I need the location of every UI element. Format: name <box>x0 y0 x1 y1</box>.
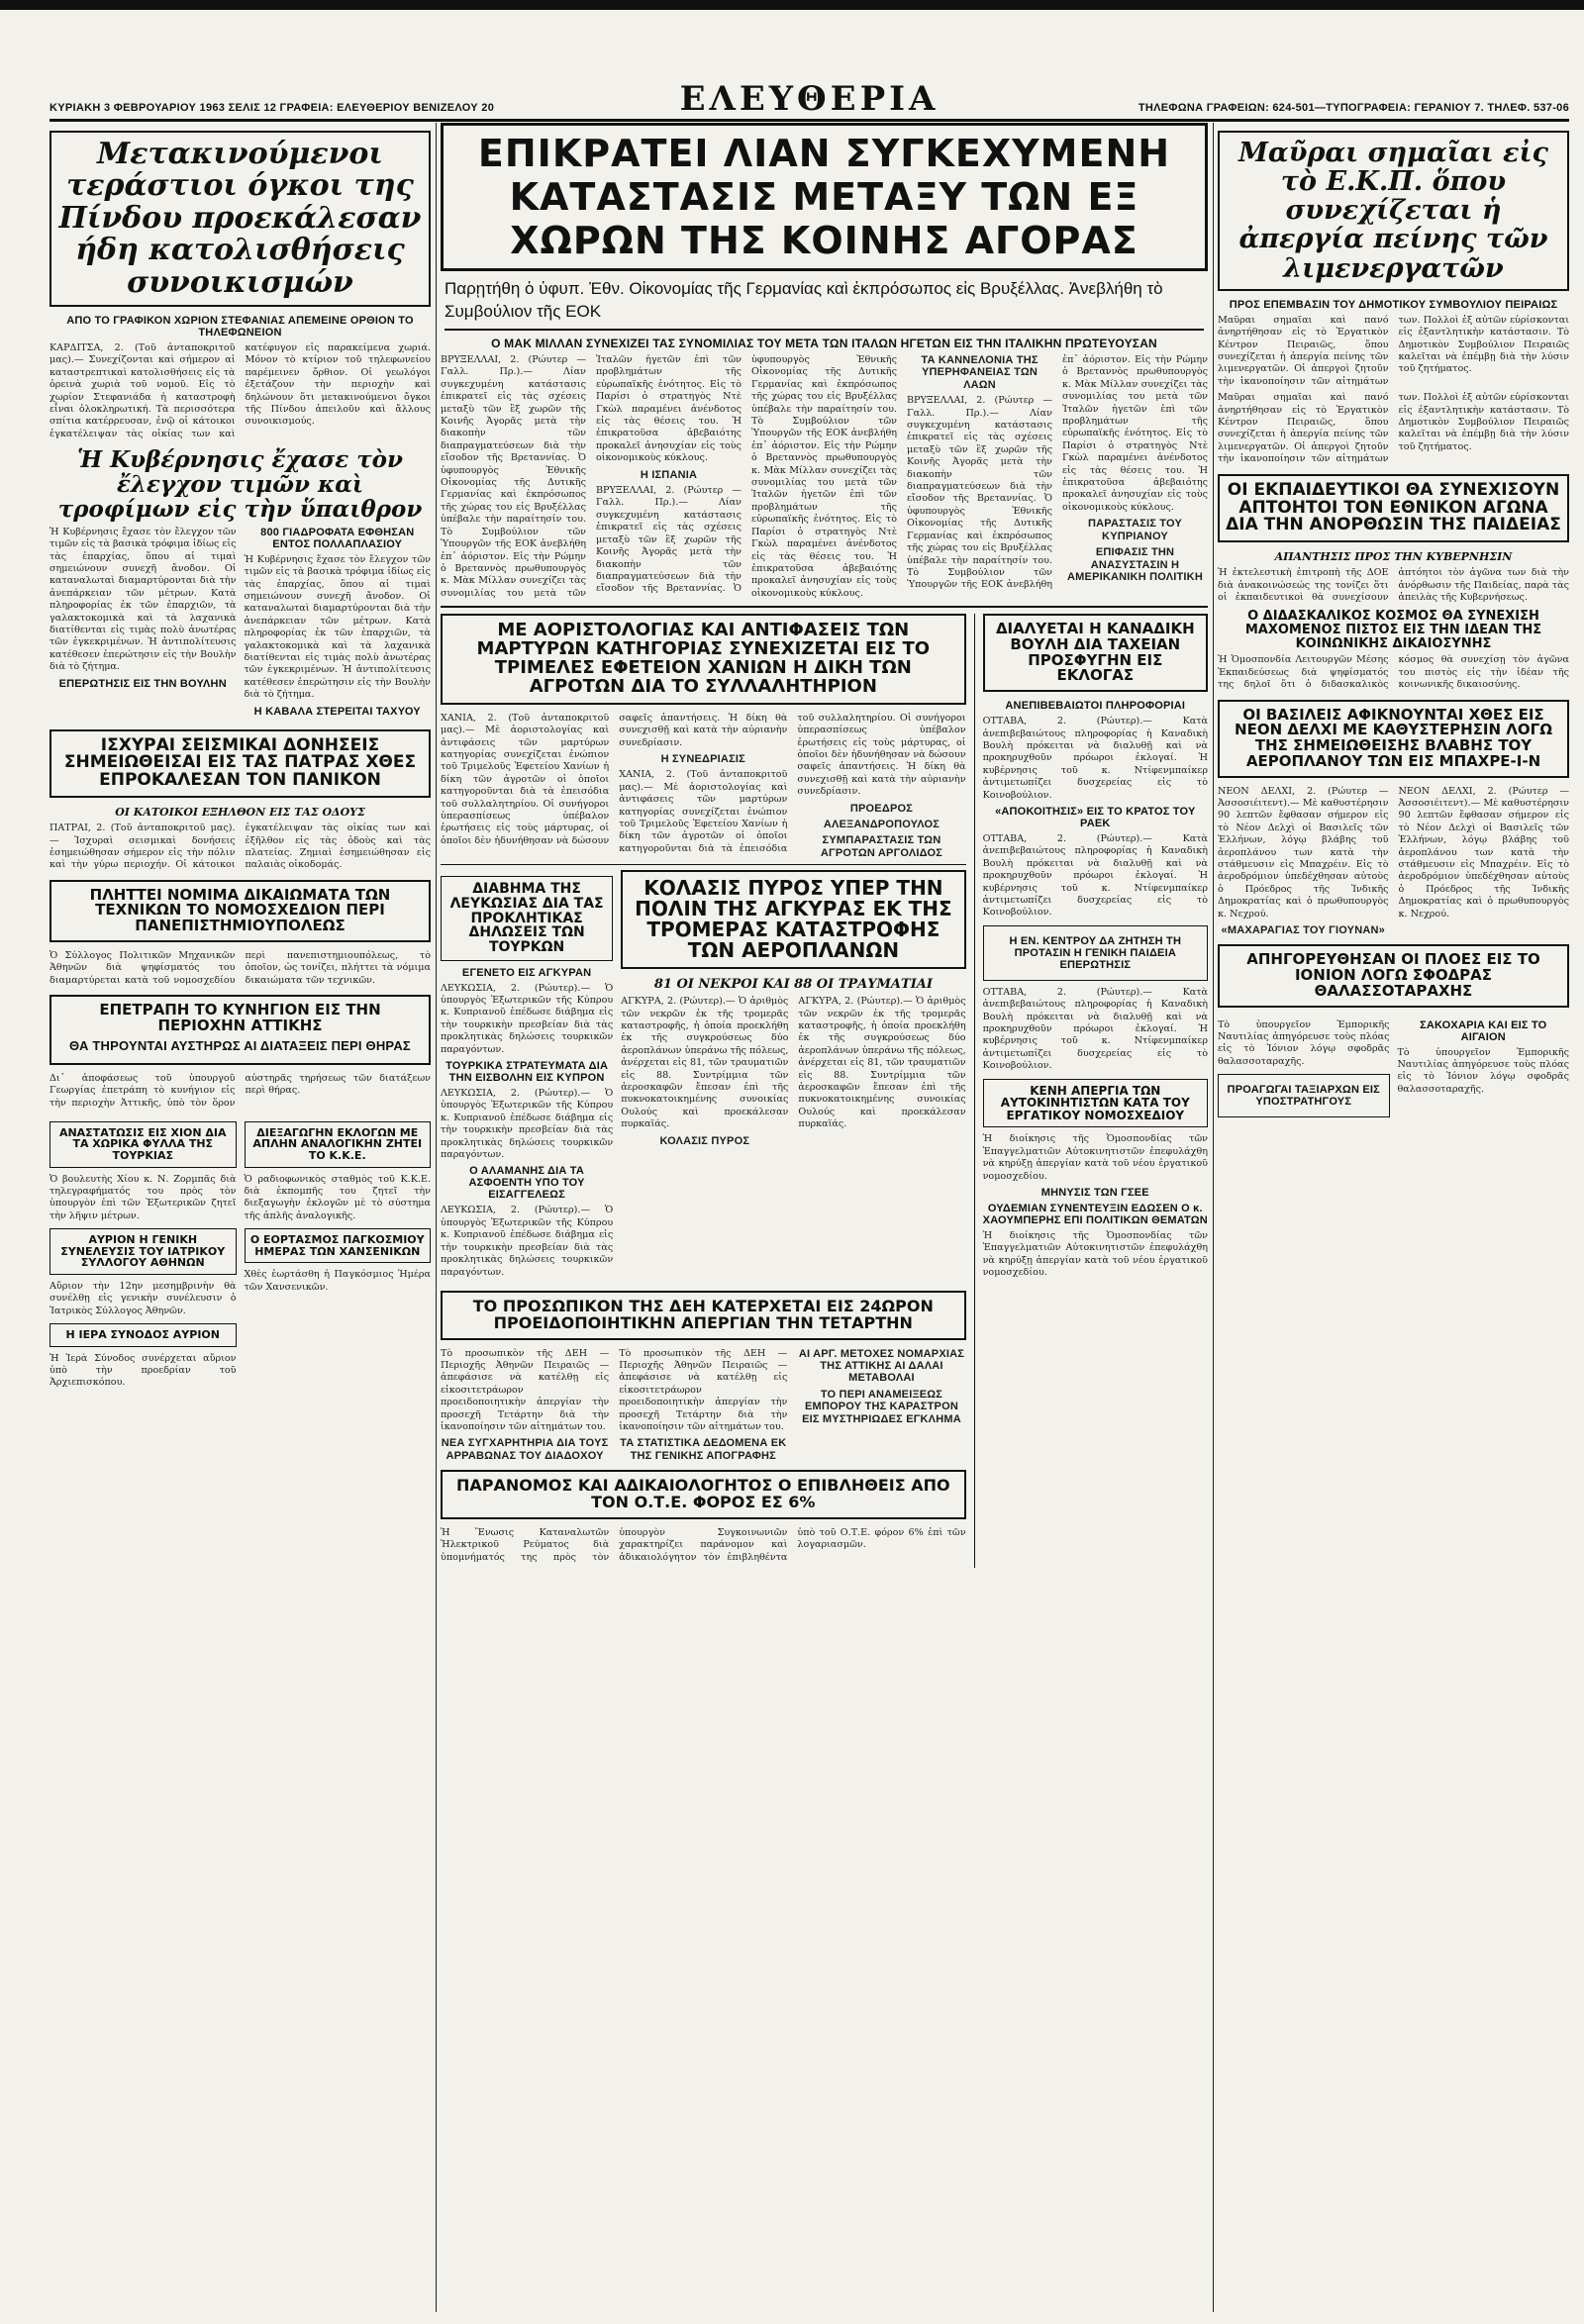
lead-sub-american: ΕΠΙΦΑΣΙΣ ΤΗΝ ΑΝΑΣΥΣΤΑΣΙΝ Η ΑΜΕΡΙΚΑΝΙΚΗ ΠΟΛΙΤΙΚΗ <box>1067 546 1203 583</box>
subhead-prefecture: ΑΙ ΑΡΓ. ΜΕΤΟΧΕΣ ΝΟΜΑΡΧΙΑΣ ΤΗΣ ΑΤΤΙΚΗΣ ΑΙ ΔΑΛΑΙ ΜΕΤΑΒΟΛΑΙ <box>798 1347 965 1385</box>
subhead-dockers: ΠΡΟΣ ΕΠΕΜΒΑΣΙΝ ΤΟΥ ΔΗΜΟΤΙΚΟΥ ΣΥΜΒΟΥΛΙΟΥ ΠΕΙΡΑΙΩΣ <box>1229 298 1558 311</box>
subhead-interpellation: ΕΠΕΡΩΤΗΣΙΣ ΕΙΣ ΤΗΝ ΒΟΥΛΗΝ <box>58 677 227 690</box>
body-nicosia: ΛΕΥΚΩΣΙΑ, 2. (Ρώυτερ).— Ὁ ὑπουργὸς Ἐξωτερικῶν τῆς Κύπρου κ. Κυπριανοῦ ἐπέδωσε διάβημα εἰς τὴν τουρκικὴν πρεσβείαν διὰ τὰς προκλητικὰς δηλώσεις τουρκικῶν παραγόντων. <box>441 982 614 1055</box>
body-chania-trial-text-2: ΧΑΝΙΑ, 2. (Τοῦ ἀνταποκριτοῦ μας).— Μὲ ἀοριστολογίας καὶ ἀντιφάσεις τῶν μαρτύρων κατηγορίας συνεχίζεται ἐνώπιον τοῦ Τριμελοῦς Ἐφετείου Χανίων ἡ δίκη τῶν ἀγροτῶν οἱ ὁποῖοι κατηγοροῦνται διὰ τὰ ἐπεισόδια τοῦ συλλαλητηρίου. Οἱ συνήγοροι ὑπερασπίσεως ὑπέβαλον ἐρωτήσεις εἰς τοὺς μάρτυρας, οἱ ὁποῖοι δὲν ἠδυνήθησαν νὰ δώσουν σαφεῖς ἀπαντήσεις. Ἡ δίκη θὰ συνεχισθῇ καὶ κατὰ τὴν αὐριανὴν συνεδρίασιν. <box>619 712 966 854</box>
article-medical <box>50 1228 237 1275</box>
subhead-prices: 800 ΓΙΑΔΡΟΦΑΤΑ ΕΦΘΗΣΑΝ ΕΝΤΟΣ ΠΟΛΛΑΠΛΑΣΙΟΥ <box>260 526 415 550</box>
body-canada: ΟΤΤΑΒΑ, 2. (Ρώυτερ).— Κατὰ ἀνεπιβεβαιώτους πληροφορίας ἡ Καναδικὴ Βουλὴ πρόκειται νὰ διαλυθῇ καὶ νὰ προκηρυχθοῦν πρόωροι ἐκλογαί. Ἡ κυβέρνησις τοῦ κ. Ντίφενμπαίκερ ἀντιμετωπίζει δυσχερείας εἰς τὸ Κοινοβούλιον. <box>982 716 1208 801</box>
body-prices: Ἡ Κυβέρνησις ἔχασε τὸν ἔλεγχον τῶν τιμῶν εἰς τὰ βασικὰ τρόφιμα ἰδίως εἰς τὰς ἐπαρχίας, ὅπου αἱ τιμαὶ σημειώνουν συνεχῆ ἄνοδον. Οἱ καταναλωταὶ διαμαρτύρονται διὰ τὴν ἀνεπάρκειαν τῶν μέτρων. Κατὰ πληροφορίας ἐκ τῶν ἐπαρχιῶν, τὰ γαλακτοκομικὰ καὶ τὰ λαχανικὰ διατίθενται εἰς τιμὰς πολὺ ἀνωτέρας τῶν ἐγκεκριμένων. Ἡ ἀντιπολίτευσις κατέθεσεν ἐπερώτησιν εἰς τὴν Βουλὴν διὰ τὸ ζήτημα. <box>50 526 237 673</box>
lead-body-text: ΒΡΥΞΕΛΛΑΙ, 2. (Ρώυτερ — Γαλλ. Πρ.).— Λίαν συγκεχυμένη κατάστασις ἐπικρατεῖ εἰς τὰς σχέσεις μεταξὺ τῶν ἓξ χωρῶν τῆς Κοινῆς Ἀγορᾶς μετὰ τὴν διακοπὴν τῶν διαπραγματεύσεων διὰ τὴν εἴσοδον τῆς Βρεταννίας. Ὁ ὑφυπουργὸς Ἐθνικῆς Οἰκονομίας τῆς Δυτικῆς Γερμανίας καὶ ἐκπρόσωπος τῆς χώρας του εἰς Βρυξέλλας ὑπέβαλε τὴν παραίτησίν του. Τὸ Συμβούλιον τῶν Ὑπουργῶν τῆς ΕΟΚ ἀνεβλήθη ἐπ᾿ ἀόριστον. Εἰς τὴν Ρώμην ὁ Βρεταννὸς πρωθυπουργὸς κ. Μὰκ Μίλλαν συνεχίζει τὰς συνομιλίας του μετὰ τῶν Ἰταλῶν ἡγετῶν ἐπὶ τῶν προβλημάτων τῆς εὐρωπαϊκῆς ἑνότητος. Εἰς τὸ Παρίσι ὁ στρατηγὸς Ντὲ Γκὼλ παραμένει ἀνένδοτος εἰς τὰς θέσεις του. Ἡ ἐπικρατοῦσα ἀβεβαιότης προκαλεῖ ἀνησυχίαν εἰς τοὺς οἰκονομικοὺς κύκλους. <box>441 354 742 599</box>
body-dei-text: Τὸ προσωπικὸν τῆς ΔΕΗ — Περιοχῆς Ἀθηνῶν Πειραιῶς — ἀπεφάσισε νὰ κατέλθῃ εἰς εἰκοσιτετράωρον προειδοποιητικὴν ἀπεργίαν τὴν προσεχῆ Τετάρτην διὰ τὴν ἱκανοποίησιν τῶν αἰτημάτων του. <box>441 1347 610 1432</box>
article-engineers <box>50 880 431 942</box>
headline-ionian: ΑΠΗΓΟΡΕΥΘΗΣΑΝ ΟΙ ΠΛΟΕΣ ΕΙΣ ΤΟ ΙΟΝΙΟΝ ΛΟΓΩ ΣΦΟΔΡΑΣ ΘΑΛΑΣΣΟΤΑΡΑΧΗΣ <box>1246 950 1540 1000</box>
body-ote: Ἡ Ἕνωσις Καταναλωτῶν Ἠλεκτρικοῦ Ρεύματος διὰ ὑπομνήματός της πρὸς τὸν ὑπουργὸν Συγκοινωνιῶν χαρακτηρίζει παράνομον καὶ ἀδικαιολόγητον τὸν ἐπιβληθέντα ὑπὸ τοῦ Ο.Τ.Ε. φόρον 6% ἐπὶ τῶν λογαριασμῶν. <box>441 1526 966 1563</box>
headline-ankara: ΚΟΛΑΣΙΣ ΠΥΡΟΣ ΥΠΕΡ ΤΗΝ ΠΟΛΙΝ ΤΗΣ ΑΓΚΥΡΑΣ ΕΚ ΤΗΣ ΤΡΟΜΕΡΑΣ ΚΑΤΑΣΤΡΟΦΗΣ ΤΩΝ ΑΕΡΟΠΛΑΝΩΝ <box>635 876 952 963</box>
article-kings <box>1218 700 1569 778</box>
subhead-maharajah: «ΜΑΧΑΡΑΓΙΑΣ ΤΟΥ ΓΙΟΥΝΑΝ» <box>1221 924 1385 937</box>
body-patras: ΠΑΤΡΑΙ, 2. (Τοῦ ἀνταποκριτοῦ μας).— Ἰσχυραὶ σεισμικαὶ δονήσεις ἐσημειώθησαν σήμερον εἰς τὴν πόλιν καὶ τὴν γύρω περιοχήν. Οἱ κάτοικοι ἐγκατέλειψαν τὰς οἰκίας των καὶ ἐξῆλθον εἰς τὰς ὁδοὺς καὶ τὰς πλατείας. Ζημιαὶ ἐσημειώθησαν εἰς παλαιὰς οἰκοδομάς. <box>50 823 431 871</box>
body-ankara <box>621 996 965 1147</box>
lead-sub-kyprianou: ΠΑΡΑΣΤΑΣΙΣ ΤΟΥ ΚΥΠΡΙΑΝΟΥ <box>1087 518 1183 542</box>
body-justice: Ἡ Ὁμοσπονδία Λειτουργῶν Μέσης Ἐκπαιδεύσεως διὰ ψηφίσματός της δηλοῖ ὅτι ὁ διδασκαλικὸς κόσμος θὰ συνεχίσῃ τὸν ἀγῶνα του πιστὸς εἰς τὴν ἰδέαν τῆς κοινωνικῆς δικαιοσύνης. <box>1218 654 1569 691</box>
subhead-patras: ΟΙ ΚΑΤΟΙΚΟΙ ΕΞΗΛΘΟΝ ΕΙΣ ΤΑΣ ΟΔΟΥΣ <box>115 806 365 820</box>
body-kings-text: ΝΕΟΝ ΔΕΛΧΙ, 2. (Ρώυτερ — Ἀσσοσιέιτεντ).— Μὲ καθυστέρησιν 90 λεπτῶν ἔφθασαν σήμερον εἰς τὸ Νέον Δελχὶ οἱ Βασιλεῖς τῶν Ἑλλήνων, λόγῳ βλάβης τοῦ ἀεροπλάνου των κατὰ τὴν στάθμευσιν εἰς Μπαχρέιν. Εἰς τὸ ἀεροδρόμιον ὑπεδέχθησαν αὐτοὺς ὁ Πρόεδρος τῆς Ἰνδικῆς Δημοκρατίας καὶ ὁ πρωθυπουργὸς κ. Νεχρού. <box>1218 785 1389 920</box>
body-ankara-text-2: ΑΓΚΥΡΑ, 2. (Ρώυτερ).— Ὁ ἀριθμὸς τῶν νεκρῶν ἐκ τῆς τρομερᾶς καταστροφῆς, ἡ ὁποία προεκλήθη ἐκ τῆς συγκρούσεως δύο ἀεροπλάνων ὑπεράνω τῆς πόλεως, ἀνέρχεται εἰς 81, τῶν τραυματιῶν εἰς 88. Συντρίμμια τῶν ἀεροσκαφῶν ἔπεσαν ἐπὶ τῆς πυκνοκατοικημένης συνοικίας Ουλούς καὶ προεκάλεσαν πυρκαϊάς. <box>798 996 966 1130</box>
article-synod <box>50 1323 237 1347</box>
headline-synod: Η ΙΕΡΑ ΣΥΝΟΔΟΣ ΑΥΡΙΟΝ <box>65 1328 220 1342</box>
body-ionian-1: Τὸ ὑπουργεῖον Ἐμπορικῆς Ναυτιλίας ἀπηγόρευσε τοὺς πλόας εἰς τὸ Ἰόνιον λόγῳ σφοδρᾶς θαλασσοταραχῆς. <box>1218 1018 1390 1067</box>
box-promotions <box>1218 1074 1390 1117</box>
subhead-census: ΤΑ ΣΤΑΤΙΣΤΙΚΑ ΔΕΔΟΜΕΝΑ ΕΚ ΤΗΣ ΓΕΝΙΚΗΣ ΑΠΟΓΡΑΦΗΣ <box>620 1437 787 1462</box>
top-black-bar <box>0 0 1584 10</box>
article-dei <box>441 1291 966 1340</box>
masthead-dateline: ΚΥΡΙΑΚΗ 3 ΦΕΒΡΟΥΑΡΙΟΥ 1963 ΣΕΛΙΣ 12 ΓΡΑΦΕΙΑ: ΕΛΕΥΘΕΡΙΟΥ ΒΕΝΙΖΕΛΟΥ 20 <box>50 102 495 114</box>
body-hunting: Δι᾿ ἀποφάσεως τοῦ ὑπουργοῦ Γεωργίας ἐπετράπη τὸ κυνήγιον εἰς τὴν περιοχὴν Ἀττικῆς, ὑπὸ τὸν ὅρον αὐστηρᾶς τηρήσεως τῶν διατάξεων περὶ θήρας. <box>50 1072 431 1109</box>
headline-nicosia: ΔΙΑΒΗΜΑ ΤΗΣ ΛΕΥΚΩΣΙΑΣ ΔΙΑ ΤΑΣ ΠΡΟΚΛΗΤΙΚΑΣ ΔΗΛΩΣΕΙΣ ΤΩΝ ΤΟΥΡΚΩΝ <box>449 881 604 955</box>
column-left <box>50 123 431 2312</box>
subhead-fire: ΚΟΛΑΣΙΣ ΠΥΡΟΣ <box>659 1134 750 1147</box>
article-ionian <box>1218 944 1569 1007</box>
lead-story <box>441 123 1208 271</box>
lead-deck: Παρῃτήθη ὁ ὑφυπ. Ἐθν. Οἰκονομίας τῆς Γερμανίας καὶ ἐκπρόσωπος εἰς Βρυξέλλας. Ἀνεβλήθη τὸ Συμβούλιον τῆς ΕΟΚ <box>445 277 1204 331</box>
body-nicosia-3: ΛΕΥΚΩΣΙΑ, 2. (Ρώυτερ).— Ὁ ὑπουργὸς Ἐξωτερικῶν τῆς Κύπρου κ. Κυπριανοῦ ἐπέδωσε διάβημα εἰς τὴν τουρκικὴν πρεσβείαν διὰ τὰς προκλητικὰς δηλώσεις τουρκικῶν παραγόντων. <box>441 1205 614 1278</box>
subhead-alamanis: Ο ΑΛΑΜΑΝΗΣ ΔΙΑ ΤΑ ΑΣΦΟΕΝΤΗ ΥΠΟ ΤΟΥ ΕΙΣΑΓΓΕΛΕΩΣ <box>468 1165 585 1202</box>
subhead-education: Η ΕΝ. ΚΕΝΤΡΟΥ ΔΑ ΖΗΤΗΣΗ ΤΗ ΠΡΟΤΑΣΙΝ Η ΓΕΝΙΚΗ ΠΑΙΔΕΙΑ ΕΠΕΡΩΤΗΣΙΣ <box>1009 934 1182 971</box>
lead-body-text-3: ΒΡΥΞΕΛΛΑΙ, 2. (Ρώυτερ — Γαλλ. Πρ.).— Λίαν συγκεχυμένη κατάστασις ἐπικρατεῖ εἰς τὰς σχέσεις μεταξὺ τῶν ἓξ χωρῶν τῆς Κοινῆς Ἀγορᾶς μετὰ τὴν διακοπὴν τῶν διαπραγματεύσεων διὰ τὴν εἴσοδον τῆς Βρεταννίας. Ὁ ὑφυπουργὸς Ἐθνικῆς Οἰκονομίας τῆς Δυτικῆς Γερμανίας καὶ ἐκπρόσωπος τῆς χώρας του εἰς Βρυξέλλας ὑπέβαλε τὴν παραίτησίν του. Τὸ Συμβούλιον τῶν Ὑπουργῶν τῆς ΕΟΚ ἀνεβλήθη ἐπ᾿ ἀόριστον. Εἰς τὴν Ρώμην ὁ Βρεταννὸς πρωθυπουργὸς κ. Μὰκ Μίλλαν συνεχίζει τὰς συνομιλίας του μετὰ τῶν Ἰταλῶν ἡγετῶν ἐπὶ τῶν προβλημάτων τῆς εὐρωπαϊκῆς ἑνότητος. Εἰς τὸ Παρίσι ὁ στρατηγὸς Ντὲ Γκὼλ παραμένει ἀνένδοτος εἰς τὰς θέσεις του. Ἡ ἐπικρατοῦσα ἀβεβαιότης προκαλεῖ ἀνησυχίαν εἰς τοὺς οἰκονομικοὺς κύκλους. <box>907 354 1208 591</box>
article-ankara <box>621 870 965 969</box>
body-canada-2: ΟΤΤΑΒΑ, 2. (Ρώυτερ).— Κατὰ ἀνεπιβεβαιώτους πληροφορίας ἡ Καναδικὴ Βουλὴ πρόκειται νὰ διαλυθῇ καὶ νὰ προκηρυχθοῦν πρόωροι ἐκλογαί. Ἡ κυβέρνησις τοῦ κ. Ντίφενμπαίκερ ἀντιμετωπίζει δυσχερείας εἰς τὸ Κοινοβούλιον. <box>982 832 1208 919</box>
headline-hunting: ΕΠΕΤΡΑΠΗ ΤΟ ΚΥΝΗΓΙΟΝ ΕΙΣ ΤΗΝ ΠΕΡΙΟΧΗΝ ΑΤΤΙΚΗΣ <box>99 1001 381 1034</box>
masthead-phones: ΤΗΛΕΦΩΝΑ ΓΡΑΦΕΙΩΝ: 624-501—ΤΥΠΟΓΡΑΦΕΙΑ: ΓΕΡΑΝΙΟΥ 7. ΤΗΛΕΦ. 537-06 <box>1138 102 1569 114</box>
subhead-alexandropoulos: ΑΛΕΞΑΝΔΡΟΠΟΥΛΟΣ <box>823 818 940 830</box>
article-pindos <box>50 131 431 307</box>
subhead-turkish-troops: ΤΟΥΡΚΙΚΑ ΣΤΡΑΤΕΥΜΑΤΑ ΔΙΑ ΤΗΝ ΕΙΣΒΟΛΗΝ ΕΙΣ ΚΥΠΡΟΝ <box>446 1060 609 1085</box>
column-right <box>1218 123 1569 2312</box>
column-rule-1 <box>436 123 437 2312</box>
column-center <box>441 123 1208 2312</box>
article-dockers <box>1218 131 1569 291</box>
body-dockers-2: Μαῦραι σημαῖαι καὶ πανό ἀνηρτήθησαν εἰς τὸ Ἐργατικὸν Κέντρον Πειραιῶς, ὅπου συνεχίζεται ἡ ἀπεργία πείνης τῶν λιμενεργατῶν. Οἱ ἀπεργοὶ ζητοῦν τὴν ἱκανοποίησιν τῶν αἰτημάτων των. Πολλοὶ ἐξ αὐτῶν εὑρίσκονται εἰς ἐξαντλητικὴν κατάστασιν. Τὸ Δημοτικὸν Συμβούλιον Πειραιῶς καλεῖται νὰ ἐπέμβῃ διὰ τὴν λύσιν τοῦ ζητήματος. <box>1218 392 1569 465</box>
headline-patras: ΙΣΧΥΡΑΙ ΣΕΙΣΜΙΚΑΙ ΔΟΝΗΣΕΙΣ ΣΗΜΕΙΩΘΕΙΣΑΙ ΕΙΣ ΤΑΣ ΠΑΤΡΑΣ ΧΘΕΣ ΕΠΡΟΚΑΛΕΣΑΝ ΤΟΝ ΠΑΝΙΚΟΝ <box>63 734 417 791</box>
subhead-president: ΠΡΟΕΔΡΟΣ <box>849 802 914 815</box>
headline-dockers: Μαῦραι σημαῖαι εἰς τὸ Ε.Κ.Π. ὅπου συνεχίζεται ἡ ἀπεργία πείνης τῶν λιμενεργατῶν <box>1238 138 1548 284</box>
subhead-aegean: ΣΑΚΟΧΑΡΙΑ ΚΑΙ ΕΙΣ ΤΟ ΑΙΓΑΙΟΝ <box>1420 1018 1547 1043</box>
article-hansen <box>245 1228 432 1263</box>
body-dei <box>441 1348 966 1463</box>
subhead-nicosia: ΕΓΕΝΕΤΟ ΕΙΣ ΑΓΚΥΡΑΝ <box>461 966 592 979</box>
body-chania-trial-text: ΧΑΝΙΑ, 2. (Τοῦ ἀνταποκριτοῦ μας).— Μὲ ἀοριστολογίας καὶ ἀντιφάσεις τῶν μαρτύρων κατηγορίας συνεχίζεται ἐνώπιον τοῦ Τριμελοῦς Ἐφετείου Χανίων ἡ δίκη τῶν ἀγροτῶν οἱ ὁποῖοι κατηγοροῦνται διὰ τὰ ἐπεισόδια τοῦ συλλαλητηρίου. Οἱ συνήγοροι ὑπερασπίσεως ὑπέβαλον ἐρωτήσεις εἰς τοὺς μάρτυρας, οἱ ὁποῖοι δὲν ἠδυνήθησαν νὰ δώσουν σαφεῖς ἀπαντήσεις. Ἡ δίκη θὰ συνεχισθῇ καὶ κατὰ τὴν αὐριανὴν συνεδρίασιν. <box>441 712 788 846</box>
subhead-promotions: ΠΡΟΑΓΩΓΑΙ ΤΑΞΙΑΡΧΩΝ ΕΙΣ ΥΠΟΣΤΡΑΤΗΓΟΥΣ <box>1227 1084 1380 1109</box>
article-teachers <box>1218 474 1569 543</box>
body-prices-2: Ἡ Κυβέρνησις ἔχασε τὸν ἔλεγχον τῶν τιμῶν εἰς τὰ βασικὰ τρόφιμα ἰδίως εἰς τὰς ἐπαρχίας, ὅπου αἱ τιμαὶ σημειώνουν συνεχῆ ἄνοδον. Οἱ καταναλωταὶ διαμαρτύρονται διὰ τὴν ἀνεπάρκειαν τῶν μέτρων. Κατὰ πληροφορίας ἐκ τῶν ἐπαρχιῶν, τὰ γαλακτοκομικὰ καὶ τὰ λαχανικὰ διατίθενται εἰς τιμὰς πολὺ ἀνωτέρας τῶν ἐγκεκριμένων. Ἡ ἀντιπολίτευσις κατέθεσεν ἐπερώτησιν εἰς τὴν Βουλὴν διὰ τὸ ζήτημα. <box>244 553 431 701</box>
headline-chios: ΑΝΑΣΤΑΤΩΣΙΣ ΕΙΣ ΧΙΟΝ ΔΙΑ ΤΑ ΧΩΡΙΚΑ ΦΥΛΛΑ ΤΗΣ ΤΟΥΡΚΙΑΣ <box>58 1125 227 1162</box>
lead-sub-spain: Η ΙΣΠΑΝΙΑ <box>640 468 698 481</box>
body-kings <box>1218 786 1569 937</box>
lead-body-text-2: ΒΡΥΞΕΛΛΑΙ, 2. (Ρώυτερ — Γαλλ. Πρ.).— Λίαν συγκεχυμένη κατάστασις ἐπικρατεῖ εἰς τὰς σχέσεις μεταξὺ τῶν ἓξ χωρῶν τῆς Κοινῆς Ἀγορᾶς μετὰ τὴν διακοπὴν τῶν διαπραγματεύσεων διὰ τὴν εἴσοδον τῆς Βρεταννίας. Ὁ ὑφυπουργὸς Ἐθνικῆς Οἰκονομίας τῆς Δυτικῆς Γερμανίας καὶ ἐκπρόσωπος τῆς χώρας του εἰς Βρυξέλλας ὑπέβαλε τὴν παραίτησίν του. Τὸ Συμβούλιον τῶν Ὑπουργῶν τῆς ΕΟΚ ἀνεβλήθη ἐπ᾿ ἀόριστον. Εἰς τὴν Ρώμην ὁ Βρεταννὸς πρωθυπουργὸς κ. Μὰκ Μίλλαν συνεχίζει τὰς συνομιλίας του μετὰ τῶν Ἰταλῶν ἡγετῶν ἐπὶ τῶν προβλημάτων τῆς εὐρωπαϊκῆς ἑνότητος. Εἰς τὸ Παρίσι ὁ στρατηγὸς Ντὲ Γκὼλ παραμένει ἀνένδοτος εἰς τὰς θέσεις του. Ἡ ἐπικρατοῦσα ἀβεβαιότης προκαλεῖ ἀνησυχίαν εἰς τοὺς οἰκονομικοὺς κύκλους. <box>596 354 897 599</box>
subhead-canada: ΑΝΕΠΙΒΕΒΑΙΩΤΟΙ ΠΛΗΡΟΦΟΡΙΑΙ <box>1005 700 1186 713</box>
body-teachers: Ἡ ἐκτελεστικὴ ἐπιτροπὴ τῆς ΔΟΕ διὰ ἀνακοινώσεώς της τονίζει ὅτι οἱ ἐκπαιδευτικοὶ θὰ συνεχίσουν ἀπτόητοι τὸν ἀγῶνα των διὰ τὴν ἀνόρθωσιν τῆς Παιδείας, παρὰ τὰς ἀπειλὰς τῆς Κυβερνήσεως. <box>1218 567 1569 603</box>
headline-pindos: Μετακινούμενοι τεράστιοι όγκοι της Πίνδου προεκάλεσαν ήδη κατολισθήσεις συνοικισμών <box>58 137 422 300</box>
headline-kke: ΔΙΕΞΑΓΩΓΗΝ ΕΚΛΟΓΩΝ ΜΕ ΑΠΛΗΝ ΑΝΑΛΟΓΙΚΗΝ ΖΗΤΕΙ ΤΟ Κ.Κ.Ε. <box>252 1125 423 1162</box>
masthead-title: ΕΛΕΥΘΕΡΙΑ <box>679 79 940 119</box>
headline-medical: ΑΥΡΙΟΝ Η ΓΕΝΙΚΗ ΣΥΝΕΛΕΥΣΙΣ ΤΟΥ ΙΑΤΡΙΚΟΥ ΣΥΛΛΟΓΟΥ ΑΘΗΝΩΝ <box>60 1233 226 1270</box>
article-nicosia <box>441 876 613 960</box>
subhead-interview: ΟΥΔΕΜΙΑΝ ΣΥΝΕΝΤΕΥΞΙΝ ΕΔΩΣΕΝ Ο κ. ΧΑΟΥΜΠΕΡΗΣ ΕΠΙ ΠΟΛΙΤΙΚΩΝ ΘΕΜΑΤΩΝ <box>982 1203 1208 1227</box>
body-medical: Αὔριον τὴν 12ην μεσημβρινὴν θὰ συνέλθῃ εἰς γενικὴν συνέλευσιν ὁ Ἰατρικὸς Σύλλογος Ἀθηνῶν. <box>50 1280 237 1316</box>
headline-dei: ΤΟ ΠΡΟΣΩΠΙΚΟΝ ΤΗΣ ΔΕΗ ΚΑΤΕΡΧΕΤΑΙ ΕΙΣ 24ΩΡΟΝ ΠΡΟΕΙΔΟΠΟΙΗΤΙΚΗΝ ΑΠΕΡΓΙΑΝ ΤΗΝ ΤΕΤΑΡΤΗΝ <box>472 1296 934 1332</box>
subhead-argolida: ΣΥΜΠΑΡΑΣΤΑΣΙΣ ΤΩΝ ΑΓΡΟΤΩΝ ΑΡΓΟΛΙΔΟΣ <box>820 834 943 859</box>
headline-chania-trial: ΜΕ ΑΟΡΙΣΤΟΛΟΓΙΑΣ ΚΑΙ ΑΝΤΙΦΑΣΕΙΣ ΤΩΝ ΜΑΡΤΥΡΩΝ ΚΑΤΗΓΟΡΙΑΣ ΣΥΝΕΧΙΖΕΤΑΙ ΕΙΣ ΤΟ ΤΡΙΜΕΛΕΣ ΕΦΕΤΕΙΟΝ ΧΑΝΙΩΝ Η ΔΙΚΗ ΤΩΝ ΑΓΡΟΤΩΝ ΔΙΑ ΤΟ ΣΥΛΛΑΛΗΤΗΡΙΟΝ <box>476 620 931 697</box>
article-chios <box>50 1121 237 1168</box>
lead-headline: ΕΠΙΚΡΑΤΕΙ ΛΙΑΝ ΣΥΓΚΕΧΥΜΕΝΗ ΚΑΤΑΣΤΑΣΙΣ ΜΕΤΑΞΥ ΤΩΝ ΕΞ ΧΩΡΩΝ ΤΗΣ ΚΟΙΝΗΣ ΑΓΟΡΑΣ <box>477 132 1171 262</box>
headline-ote: ΠΑΡΑΝΟΜΟΣ ΚΑΙ ΑΔΙΚΑΙΟΛΟΓΗΤΟΣ Ο ΕΠΙΒΛΗΘΕΙΣ ΑΠΟ ΤΟΝ Ο.Τ.Ε. ΦΟΡΟΣ ΕΣ 6% <box>455 1476 950 1511</box>
body-dockers: Μαῦραι σημαῖαι καὶ πανό ἀνηρτήθησαν εἰς τὸ Ἐργατικὸν Κέντρον Πειραιῶς, ὅπου συνεχίζεται ἡ ἀπεργία πείνης τῶν λιμενεργατῶν. Οἱ ἀπεργοὶ ζητοῦν τὴν ἱκανοποίησιν τῶν αἰτημάτων των. Πολλοὶ ἐξ αὐτῶν εὑρίσκονται εἰς ἐξαντλητικὴν κατάστασιν. Τὸ Δημοτικὸν Συμβούλιον Πειραιῶς καλεῖται νὰ ἐπέμβῃ διὰ τὴν λύσιν τοῦ ζητήματος. <box>1218 314 1569 387</box>
body-drivers-2: Ἡ διοίκησις τῆς Ὁμοσπονδίας τῶν Ἐπαγγελματιῶν Αὐτοκινητιστῶν ἐπεφυλάχθη νὰ κηρύξῃ ἀπεργίαν κατὰ τοῦ νέου ἐργατικοῦ νομοσχεδίου. <box>982 1230 1208 1279</box>
masthead <box>50 77 1569 122</box>
body-pindos: ΚΑΡΔΙΤΣΑ, 2. (Τοῦ ἀνταποκριτοῦ μας).— Συνεχίζονται καὶ σήμερον αἱ καταστρεπτικαὶ κατολισθήσεις εἰς τὰ ὀρεινὰ χωριὰ τοῦ νομοῦ. Εἰς τὸ χωρίον Στεφανιάδα ἡ καταστροφὴ εἶναι ὁλοκληρωτική. Τὰ περισσότερα σπίτια κατέρρευσαν, ἐνῷ οἱ κάτοικοι ἐγκατέλειψαν τὰς οἰκίας των καὶ κατέφυγον εἰς παρακείμενα χωριά. Μόνον τὸ κτίριον τοῦ τηλεφωνείου παρέμεινεν ὄρθιον. Οἱ γεωλόγοι ἐξετάζουν τὴν περιοχὴν καὶ δηλώνουν ὅτι μετακινούμενοι ὄγκοι τῆς Πίνδου ἀπειλοῦν καὶ ἄλλους συνοικισμούς. <box>50 341 431 439</box>
article-hunting <box>50 995 431 1065</box>
article-kke <box>245 1121 432 1168</box>
article-drivers <box>983 1079 1208 1128</box>
body-kings-text-2: ΝΕΟΝ ΔΕΛΧΙ, 2. (Ρώυτερ — Ἀσσοσιέιτεντ).— Μὲ καθυστέρησιν 90 λεπτῶν ἔφθασαν σήμερον εἰς τὸ Νέον Δελχὶ οἱ Βασιλεῖς τῶν Ἑλλήνων, λόγῳ βλάβης τοῦ ἀεροπλάνου των κατὰ τὴν στάθμευσιν εἰς Μπαχρέιν. Εἰς τὸ ἀεροδρόμιον ὑπεδέχθησαν αὐτοὺς ὁ Πρόεδρος τῆς Ἰνδικῆς Δημοκρατίας καὶ ὁ πρωθυπουργὸς κ. Νεχρού. <box>1398 785 1569 920</box>
body-synod: Ἡ Ἱερὰ Σύνοδος συνέρχεται αὔριον ὑπὸ τὴν προεδρίαν τοῦ Ἀρχιεπισκόπου. <box>50 1352 237 1389</box>
headline-prices: Ἡ Κυβέρνησις ἔχασε τὸν ἔλεγχον τιμῶν καὶ τροφίμων εἰς τὴν ὕπαιθρον <box>57 446 423 523</box>
body-dei-text-2: Τὸ προσωπικὸν τῆς ΔΕΗ — Περιοχῆς Ἀθηνῶν Πειραιῶς — ἀπεφάσισε νὰ κατέλθῃ εἰς εἰκοσιτετράωρον προειδοποιητικὴν ἀπεργίαν τὴν προσεχῆ Τετάρτην διὰ τὴν ἱκανοποίησιν τῶν αἰτημάτων του. <box>619 1347 788 1432</box>
headline-engineers: ΠΛΗΤΤΕΙ ΝΟΜΙΜΑ ΔΙΚΑΙΩΜΑΤΑ ΤΩΝ ΤΕΧΝΙΚΩΝ ΤΟ ΝΟΜΟΣΧΕΔΙΟΝ ΠΕΡΙ ΠΑΝΕΠΙΣΤΗΜΙΟΥΠΟΛΕΩΣ <box>89 885 391 935</box>
body-canada-3: ΟΤΤΑΒΑ, 2. (Ρώυτερ).— Κατὰ ἀνεπιβεβαιώτους πληροφορίας ἡ Καναδικὴ Βουλὴ πρόκειται νὰ διαλυθῇ καὶ νὰ προκηρυχθοῦν πρόωροι ἐκλογαί. Ἡ κυβέρνησις τοῦ κ. Ντίφενμπαίκερ ἀντιμετωπίζει δυσχερείας εἰς τὸ Κοινοβούλιον. <box>982 986 1208 1072</box>
lead-subhead: Ο ΜΑΚ ΜΙΛΛΑΝ ΣΥΝΕΧΙΖΕΙ ΤΑΣ ΣΥΝΟΜΙΛΙΑΣ ΤΟΥ ΜΕΤΑ ΤΩΝ ΙΤΑΛΩΝ ΗΓΕΤΩΝ ΕΙΣ ΤΗΝ ΙΤΑΛΙΚΗΝ ΠΡΩΤΕΥΟΥΣΑΝ <box>491 337 1157 350</box>
subhead-raek: «ΑΠΟΚΟΙΤΗΣΙΣ» ΕΙΣ ΤΟ ΚΡΑΤΟΣ ΤΟΥ ΡΑΕΚ <box>995 805 1196 829</box>
body-hansen: Χθὲς ἐωρτάσθη ἡ Παγκόσμιος Ἡμέρα τῶν Χανσενικῶν. <box>244 1269 431 1293</box>
headline-teachers: ΟΙ ΕΚΠΑΙΔΕΥΤΙΚΟΙ ΘΑ ΣΥΝΕΧΙΣΟΥΝ ΑΠΤΟΗΤΟΙ ΤΟΝ ΕΘΝΙΚΟΝ ΑΓΩΝΑ ΔΙΑ ΤΗΝ ΑΝΟΡΘΩΣΙΝ ΤΗΣ ΠΑΙΔΕΙΑΣ <box>1226 479 1561 535</box>
subhead-teachers: ΑΠΑΝΤΗΣΙΣ ΠΡΟΣ ΤΗΝ ΚΥΒΕΡΝΗΣΙΝ <box>1274 550 1513 564</box>
lead-body <box>441 354 1208 600</box>
subhead-engagement: ΝΕΑ ΣΥΓΧΑΡΗΤΗΡΙΑ ΔΙΑ ΤΟΥΣ ΑΡΡΑΒΩΝΑΣ ΤΟΥ ΔΙΑΔΟΧΟΥ <box>441 1437 609 1462</box>
body-drivers: Ἡ διοίκησις τῆς Ὁμοσπονδίας τῶν Ἐπαγγελματιῶν Αὐτοκινητιστῶν ἐπεφυλάχθη νὰ κηρύξῃ ἀπεργίαν κατὰ τοῦ νέου ἐργατικοῦ νομοσχεδίου. <box>982 1133 1208 1182</box>
subhead-gsee: ΜΗΝΥΣΙΣ ΤΩΝ ΓΣΕΕ <box>1040 1187 1149 1200</box>
box-education <box>983 925 1208 981</box>
body-ionian-2: Τὸ ὑπουργεῖον Ἐμπορικῆς Ναυτιλίας ἀπηγόρευσε τοὺς πλόας εἰς τὸ Ἰόνιον λόγῳ σφοδρᾶς θαλασσοταραχῆς. <box>1397 1046 1569 1095</box>
headline-justice: Ο ΔΙΔΑΣΚΑΛΙΚΟΣ ΚΟΣΜΟΣ ΘΑ ΣΥΝΕΧΙΣΗ ΜΑΧΟΜΕΝΟΣ ΠΙΣΤΟΣ ΕΙΣ ΤΗΝ ΙΔΕΑΝ ΤΗΣ ΚΟΙΝΩΝΙΚΗΣ ΔΙΚΑΙΟΣΥΝΗΣ <box>1244 609 1542 651</box>
body-ankara-text: ΑΓΚΥΡΑ, 2. (Ρώυτερ).— Ὁ ἀριθμὸς τῶν νεκρῶν ἐκ τῆς τρομερᾶς καταστροφῆς, ἡ ὁποία προεκλήθη ἐκ τῆς συγκρούσεως δύο ἀεροπλάνων ὑπεράνω τῆς πόλεως, ἀνέρχεται εἰς 81, τῶν τραυματιῶν εἰς 88. Συντρίμμια τῶν ἀεροσκαφῶν ἔπεσαν ἐπὶ τῆς πυκνοκατοικημένης συνοικίας Ουλούς καὶ προεκάλεσαν πυρκαϊάς. <box>621 996 789 1130</box>
article-canada <box>983 614 1208 692</box>
headline-kings: ΟΙ ΒΑΣΙΛΕΙΣ ΑΦΙΚΝΟΥΝΤΑΙ ΧΘΕΣ ΕΙΣ ΝΕΟΝ ΔΕΛΧΙ ΜΕ ΚΑΘΥΣΤΕΡΗΣΙΝ ΛΟΓΩ ΤΗΣ ΣΗΜΕΙΩΘΕΙΣΗΣ ΒΛΑΒΗΣ ΤΟΥ ΑΕΡΟΠΛΑΝΟΥ ΤΩΝ ΕΙΣ ΜΠΑΧΡΕ-Ι-Ν <box>1235 705 1552 770</box>
body-nicosia-2: ΛΕΥΚΩΣΙΑ, 2. (Ρώυτερ).— Ὁ ὑπουργὸς Ἐξωτερικῶν τῆς Κύπρου κ. Κυπριανοῦ ἐπέδωσε διάβημα εἰς τὴν τουρκικὴν πρεσβείαν διὰ τὰς προκλητικὰς δηλώσεις τουρκικῶν παραγόντων. <box>441 1088 614 1161</box>
subhead-pindos: ΑΠΟ ΤΟ ΓΡΑΦΙΚΟΝ ΧΩΡΙΟΝ ΣΤΕΦΑΝΙΑΣ ΑΠΕΜΕΙΝΕ ΟΡΘΙΟΝ ΤΟ ΤΗΛΕΦΩΝΕΙΟΝ <box>66 314 414 339</box>
body-chania-trial <box>441 713 966 859</box>
subhead-kavala: Η ΚΑΒΑΛΑ ΣΤΕΡΕΙΤΑΙ ΤΑΧΥΟΥ <box>253 705 421 718</box>
headline-canada: ΔΙΑΛΥΕΤΑΙ Η ΚΑΝΑΔΙΚΗ ΒΟΥΛΗ ΔΙΑ ΤΑΧΕΙΑΝ ΠΡΟΣΦΥΓΗΝ ΕΙΣ ΕΚΛΟΓΑΣ <box>995 620 1195 685</box>
subhead-crime: ΤΟ ΠΕΡΙ ΑΝΑΜΕΙΞΕΩΣ ΕΜΠΟΡΟΥ ΤΗΣ ΚΑΡΑΣΤΡΟΝ ΕΙΣ ΜΥΣΤΗΡΙΩΔΕΣ ΕΓΚΛΗΜΑ <box>802 1388 961 1425</box>
subhead-ankara: 81 ΟΙ ΝΕΚΡΟΙ ΚΑΙ 88 ΟΙ ΤΡΑΥΜΑΤΙΑΙ <box>653 977 933 993</box>
headline-drivers: ΚΕΝΗ ΑΠΕΡΓΙΑ ΤΩΝ ΑΥΤΟΚΙΝΗΤΙΣΤΩΝ ΚΑΤΑ ΤΟΥ ΕΡΓΑΤΙΚΟΥ ΝΟΜΟΣΧΕΔΙΟΥ <box>1000 1083 1190 1122</box>
subhead-session: Η ΣΥΝΕΔΡΙΑΣΙΣ <box>660 752 745 765</box>
column-rule-2 <box>1213 123 1214 2312</box>
body-kke: Ὁ ραδιοφωνικὸς σταθμὸς τοῦ Κ.Κ.Ε. διὰ ἐκπομπῆς του ζητεῖ τὴν διεξαγωγὴν ἐκλογῶν μὲ τὸ σύστημα τῆς ἁπλῆς ἀναλογικῆς. <box>244 1173 431 1221</box>
article-patras <box>50 729 431 799</box>
lead-sub-pride: ΤΑ ΚΑΝΝΕΛΟΝΙΑ ΤΗΣ ΥΠΕΡΗΦΑΝΕΙΑΣ ΤΩΝ ΛΑΩΝ <box>921 354 1039 391</box>
headline-hansen: Ο ΕΟΡΤΑΣΜΟΣ ΠΑΓΚΟΣΜΙΟΥ ΗΜΕΡΑΣ ΤΩΝ ΧΑΝΣΕΝΙΚΩΝ <box>249 1233 425 1258</box>
article-chania-trial <box>441 614 966 705</box>
body-chios: Ὁ βουλευτὴς Χίου κ. Ν. Ζορμπᾶς διὰ τηλεγραφήματός του πρὸς τὸν ὑπουργὸν ἐπὶ τῶν Ἐξωτερικῶν ζητεῖ τὴν λῆψιν μέτρων. <box>50 1173 237 1221</box>
subhead-hunting: ΘΑ ΤΗΡΟΥΝΤΑΙ ΑΥΣΤΗΡΩΣ ΑΙ ΔΙΑΤΑΞΕΙΣ ΠΕΡΙ ΘΗΡΑΣ <box>69 1037 411 1053</box>
article-ote <box>441 1470 966 1519</box>
body-engineers: Ὁ Σύλλογος Πολιτικῶν Μηχανικῶν Ἀθηνῶν διὰ ψηφίσματός του διαμαρτύρεται κατὰ τοῦ νομοσχεδίου περὶ πανεπιστημιουπόλεως, τὸ ὁποῖον, ὡς τονίζει, πλήττει τὰ νόμιμα δικαιώματα τῶν τεχνικῶν. <box>50 949 431 986</box>
